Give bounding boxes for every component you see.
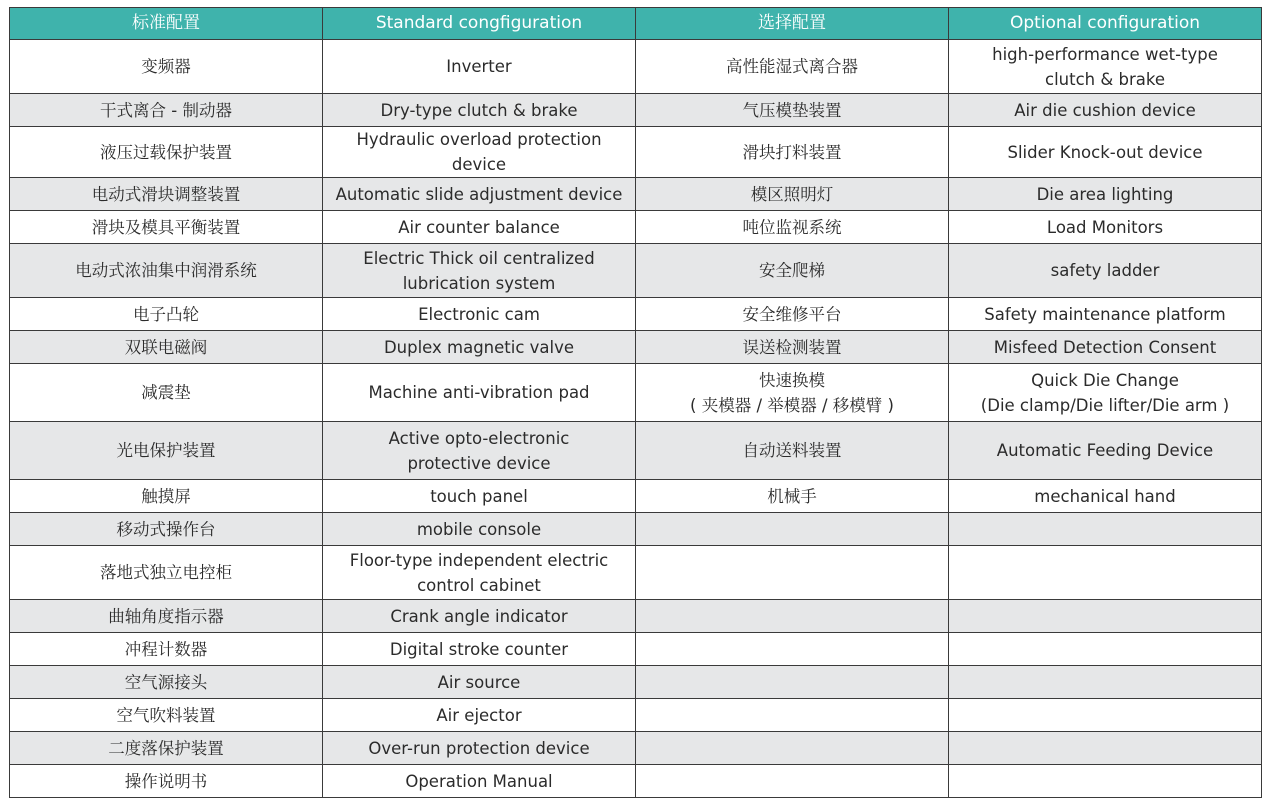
cell-standard-en: Electronic cam — [323, 298, 636, 331]
cell-optional-en: Air die cushion device — [949, 94, 1262, 127]
cell-standard-en: Hydraulic overload protection device — [323, 127, 636, 178]
cell-optional-cn — [636, 699, 949, 732]
cell-optional-en: mechanical hand — [949, 480, 1262, 513]
cell-optional-en — [949, 546, 1262, 600]
cell-optional-en: Slider Knock-out device — [949, 127, 1262, 178]
table-row — [10, 422, 1262, 480]
header-optional-cn: 选择配置 — [636, 8, 949, 40]
table-row — [10, 178, 1262, 211]
cell-optional-cn: 快速换模 ( 夹模器 / 举模器 / 移模臂 ) — [636, 364, 949, 422]
cell-standard-en: touch panel — [323, 480, 636, 513]
table-row — [10, 211, 1262, 244]
cell-optional-en — [949, 513, 1262, 546]
configuration-table — [9, 7, 1262, 798]
cell-standard-en: Machine anti-vibration pad — [323, 364, 636, 422]
cell-optional-cn — [636, 513, 949, 546]
cell-standard-cn: 空气吹料装置 — [10, 699, 323, 732]
cell-optional-en — [949, 732, 1262, 765]
header-row — [10, 8, 1262, 40]
cell-optional-en: Load Monitors — [949, 211, 1262, 244]
cell-optional-cn: 高性能湿式离合器 — [636, 40, 949, 94]
cell-standard-cn: 触摸屏 — [10, 480, 323, 513]
cell-standard-en: Duplex magnetic valve — [323, 331, 636, 364]
cell-standard-cn: 液压过载保护装置 — [10, 127, 323, 178]
cell-standard-en: Air ejector — [323, 699, 636, 732]
cell-optional-cn: 安全维修平台 — [636, 298, 949, 331]
cell-standard-cn: 变频器 — [10, 40, 323, 94]
cell-standard-cn: 电动式浓油集中润滑系统 — [10, 244, 323, 298]
cell-standard-cn: 电子凸轮 — [10, 298, 323, 331]
table-row — [10, 331, 1262, 364]
cell-optional-cn: 误送检测装置 — [636, 331, 949, 364]
table-row — [10, 699, 1262, 732]
cell-optional-cn — [636, 765, 949, 798]
cell-standard-cn: 落地式独立电控柜 — [10, 546, 323, 600]
table-row — [10, 94, 1262, 127]
table-row — [10, 480, 1262, 513]
table-row — [10, 513, 1262, 546]
cell-optional-en: Quick Die Change (Die clamp/Die lifter/Die arm ) — [949, 364, 1262, 422]
table-row — [10, 298, 1262, 331]
table-row — [10, 765, 1262, 798]
cell-standard-cn: 电动式滑块调整装置 — [10, 178, 323, 211]
cell-standard-en: Active opto-electronic protective device — [323, 422, 636, 480]
cell-standard-cn: 冲程计数器 — [10, 633, 323, 666]
table-row — [10, 127, 1262, 178]
table-row — [10, 40, 1262, 94]
cell-standard-en: Electric Thick oil centralized lubrication system — [323, 244, 636, 298]
table-row — [10, 244, 1262, 298]
cell-optional-en: Misfeed Detection Consent — [949, 331, 1262, 364]
cell-standard-en: Air counter balance — [323, 211, 636, 244]
cell-standard-en: Operation Manual — [323, 765, 636, 798]
cell-optional-cn — [636, 666, 949, 699]
cell-standard-en: Floor-type independent electric control cabinet — [323, 546, 636, 600]
cell-standard-cn: 光电保护装置 — [10, 422, 323, 480]
header-standard-cn: 标准配置 — [10, 8, 323, 40]
cell-standard-en: Crank angle indicator — [323, 600, 636, 633]
cell-standard-cn: 滑块及模具平衡装置 — [10, 211, 323, 244]
cell-optional-cn — [636, 633, 949, 666]
cell-optional-cn — [636, 546, 949, 600]
cell-standard-cn: 移动式操作台 — [10, 513, 323, 546]
header-standard-en: Standard congfiguration — [323, 8, 636, 40]
cell-standard-cn: 干式离合 - 制动器 — [10, 94, 323, 127]
cell-standard-en: Automatic slide adjustment device — [323, 178, 636, 211]
cell-standard-cn: 二度落保护装置 — [10, 732, 323, 765]
table-row — [10, 633, 1262, 666]
cell-optional-cn: 机械手 — [636, 480, 949, 513]
cell-optional-en: safety ladder — [949, 244, 1262, 298]
cell-standard-en: Over-run protection device — [323, 732, 636, 765]
cell-optional-cn: 气压模垫装置 — [636, 94, 949, 127]
cell-optional-en — [949, 666, 1262, 699]
table-row — [10, 732, 1262, 765]
cell-optional-cn: 吨位监视系统 — [636, 211, 949, 244]
cell-optional-cn: 自动送料装置 — [636, 422, 949, 480]
cell-standard-cn: 操作说明书 — [10, 765, 323, 798]
cell-optional-en: high-performance wet-type clutch & brake — [949, 40, 1262, 94]
cell-optional-en — [949, 699, 1262, 732]
cell-optional-cn: 安全爬梯 — [636, 244, 949, 298]
table-row — [10, 600, 1262, 633]
cell-optional-cn: 模区照明灯 — [636, 178, 949, 211]
cell-optional-en: Die area lighting — [949, 178, 1262, 211]
cell-optional-en: Safety maintenance platform — [949, 298, 1262, 331]
cell-optional-cn: 滑块打料装置 — [636, 127, 949, 178]
cell-optional-cn — [636, 600, 949, 633]
table-row — [10, 364, 1262, 422]
cell-optional-en — [949, 633, 1262, 666]
cell-standard-cn: 双联电磁阀 — [10, 331, 323, 364]
cell-standard-cn: 减震垫 — [10, 364, 323, 422]
cell-standard-en: Digital stroke counter — [323, 633, 636, 666]
cell-optional-cn — [636, 732, 949, 765]
cell-standard-cn: 空气源接头 — [10, 666, 323, 699]
cell-standard-en: Air source — [323, 666, 636, 699]
cell-optional-en — [949, 600, 1262, 633]
cell-standard-en: Inverter — [323, 40, 636, 94]
cell-standard-en: mobile console — [323, 513, 636, 546]
table-row — [10, 666, 1262, 699]
cell-standard-cn: 曲轴角度指示器 — [10, 600, 323, 633]
table-row — [10, 546, 1262, 600]
cell-optional-en — [949, 765, 1262, 798]
header-optional-en: Optional configuration — [949, 8, 1262, 40]
cell-optional-en: Automatic Feeding Device — [949, 422, 1262, 480]
cell-standard-en: Dry-type clutch & brake — [323, 94, 636, 127]
